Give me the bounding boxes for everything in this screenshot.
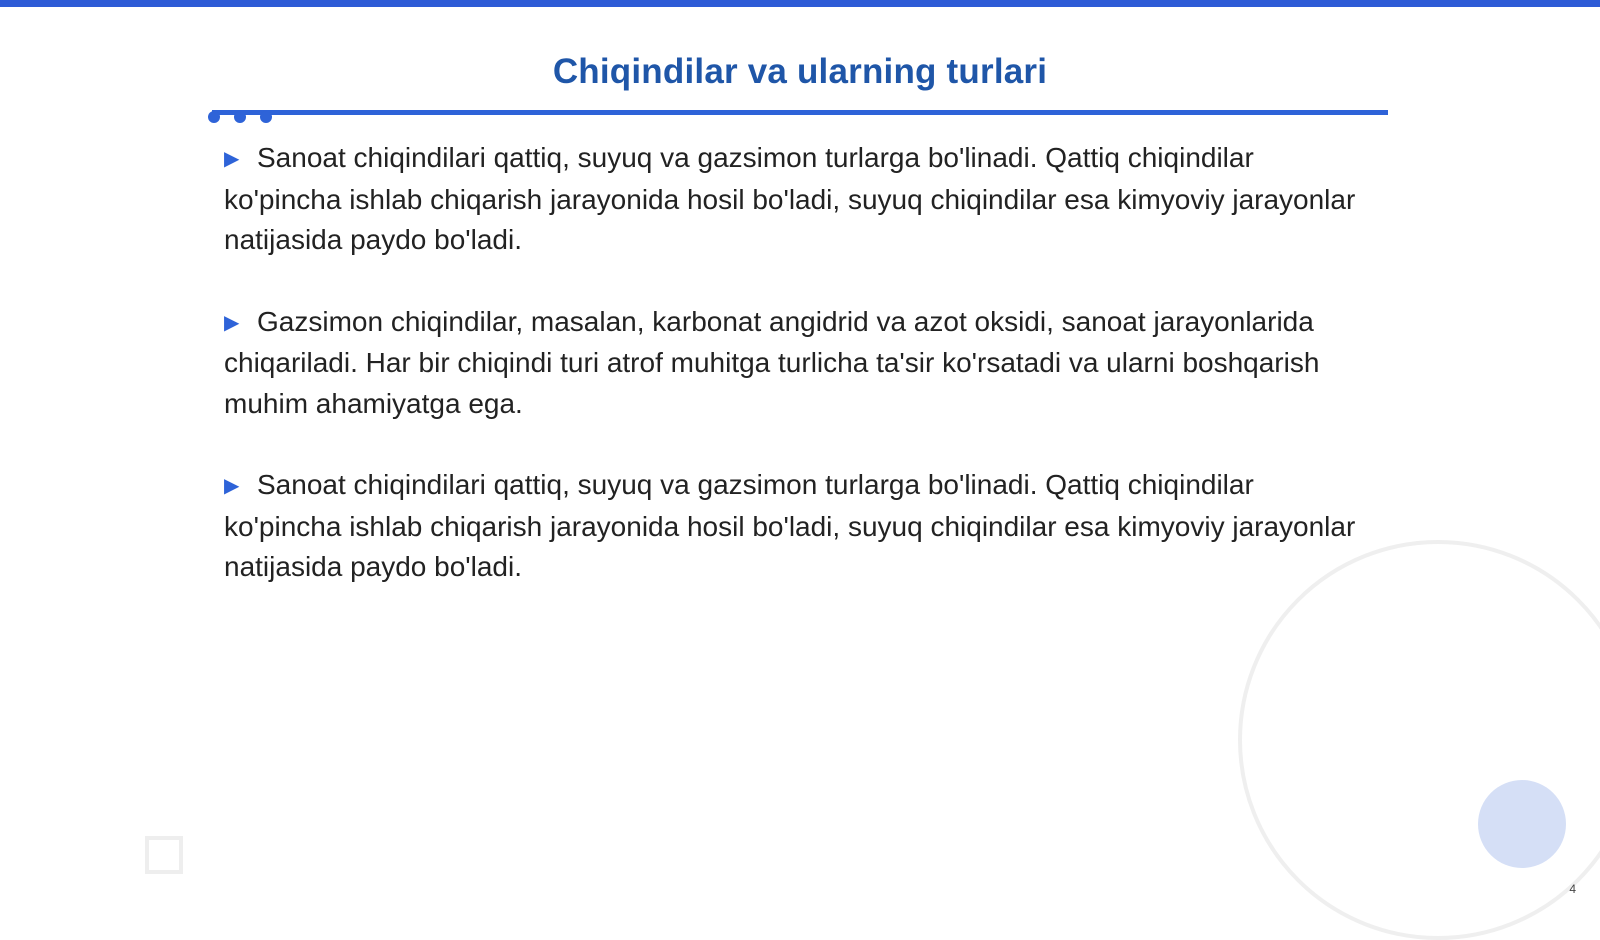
underline-dot <box>234 111 246 123</box>
underline-dot <box>208 111 220 123</box>
decorative-square <box>145 836 183 874</box>
bullet-list <box>224 138 1374 629</box>
bullet-text: Gazsimon chiqindilar, masalan, karbonat angidrid va azot oksidi, sanoat jarayonlarida chiqariladi. Har bir chiqindi turi atrof muhitga turlicha ta'sir ko'rsatadi va ularni boshqarish muhim ahamiyatga ega. <box>224 305 1320 419</box>
page-number: 4 <box>1569 882 1576 896</box>
bullet-text: Sanoat chiqindilari qattiq, suyuq va gazsimon turlarga bo'linadi. Qattiq chiqindilar ko'pincha ishlab chiqarish jarayonida hosil bo'ladi, suyuq chiqindilar esa kimyoviy jarayonlar natijasida paydo bo'ladi. <box>224 469 1356 582</box>
triangle-bullet-icon: ▶ <box>224 148 240 170</box>
bullet-text: Sanoat chiqindilari qattiq, suyuq va gazsimon turlarga bo'linadi. Qattiq chiqindilar ko'pincha ishlab chiqarish jarayonida hosil bo'ladi, suyuq chiqindilar esa kimyoviy jarayonlar natijasida paydo bo'ladi. <box>224 142 1356 255</box>
bullet-item <box>224 302 1374 425</box>
triangle-bullet-icon: ▶ <box>224 311 240 334</box>
slide-title: Chiqindilar va ularning turlari <box>552 52 1048 91</box>
title-underline <box>212 110 1388 115</box>
triangle-bullet-icon: ▶ <box>224 475 240 497</box>
bullet-item <box>224 465 1374 588</box>
bullet-item <box>224 138 1374 261</box>
underline-dot <box>260 111 272 123</box>
top-accent-bar <box>0 0 1600 7</box>
decorative-circle <box>1478 780 1566 868</box>
